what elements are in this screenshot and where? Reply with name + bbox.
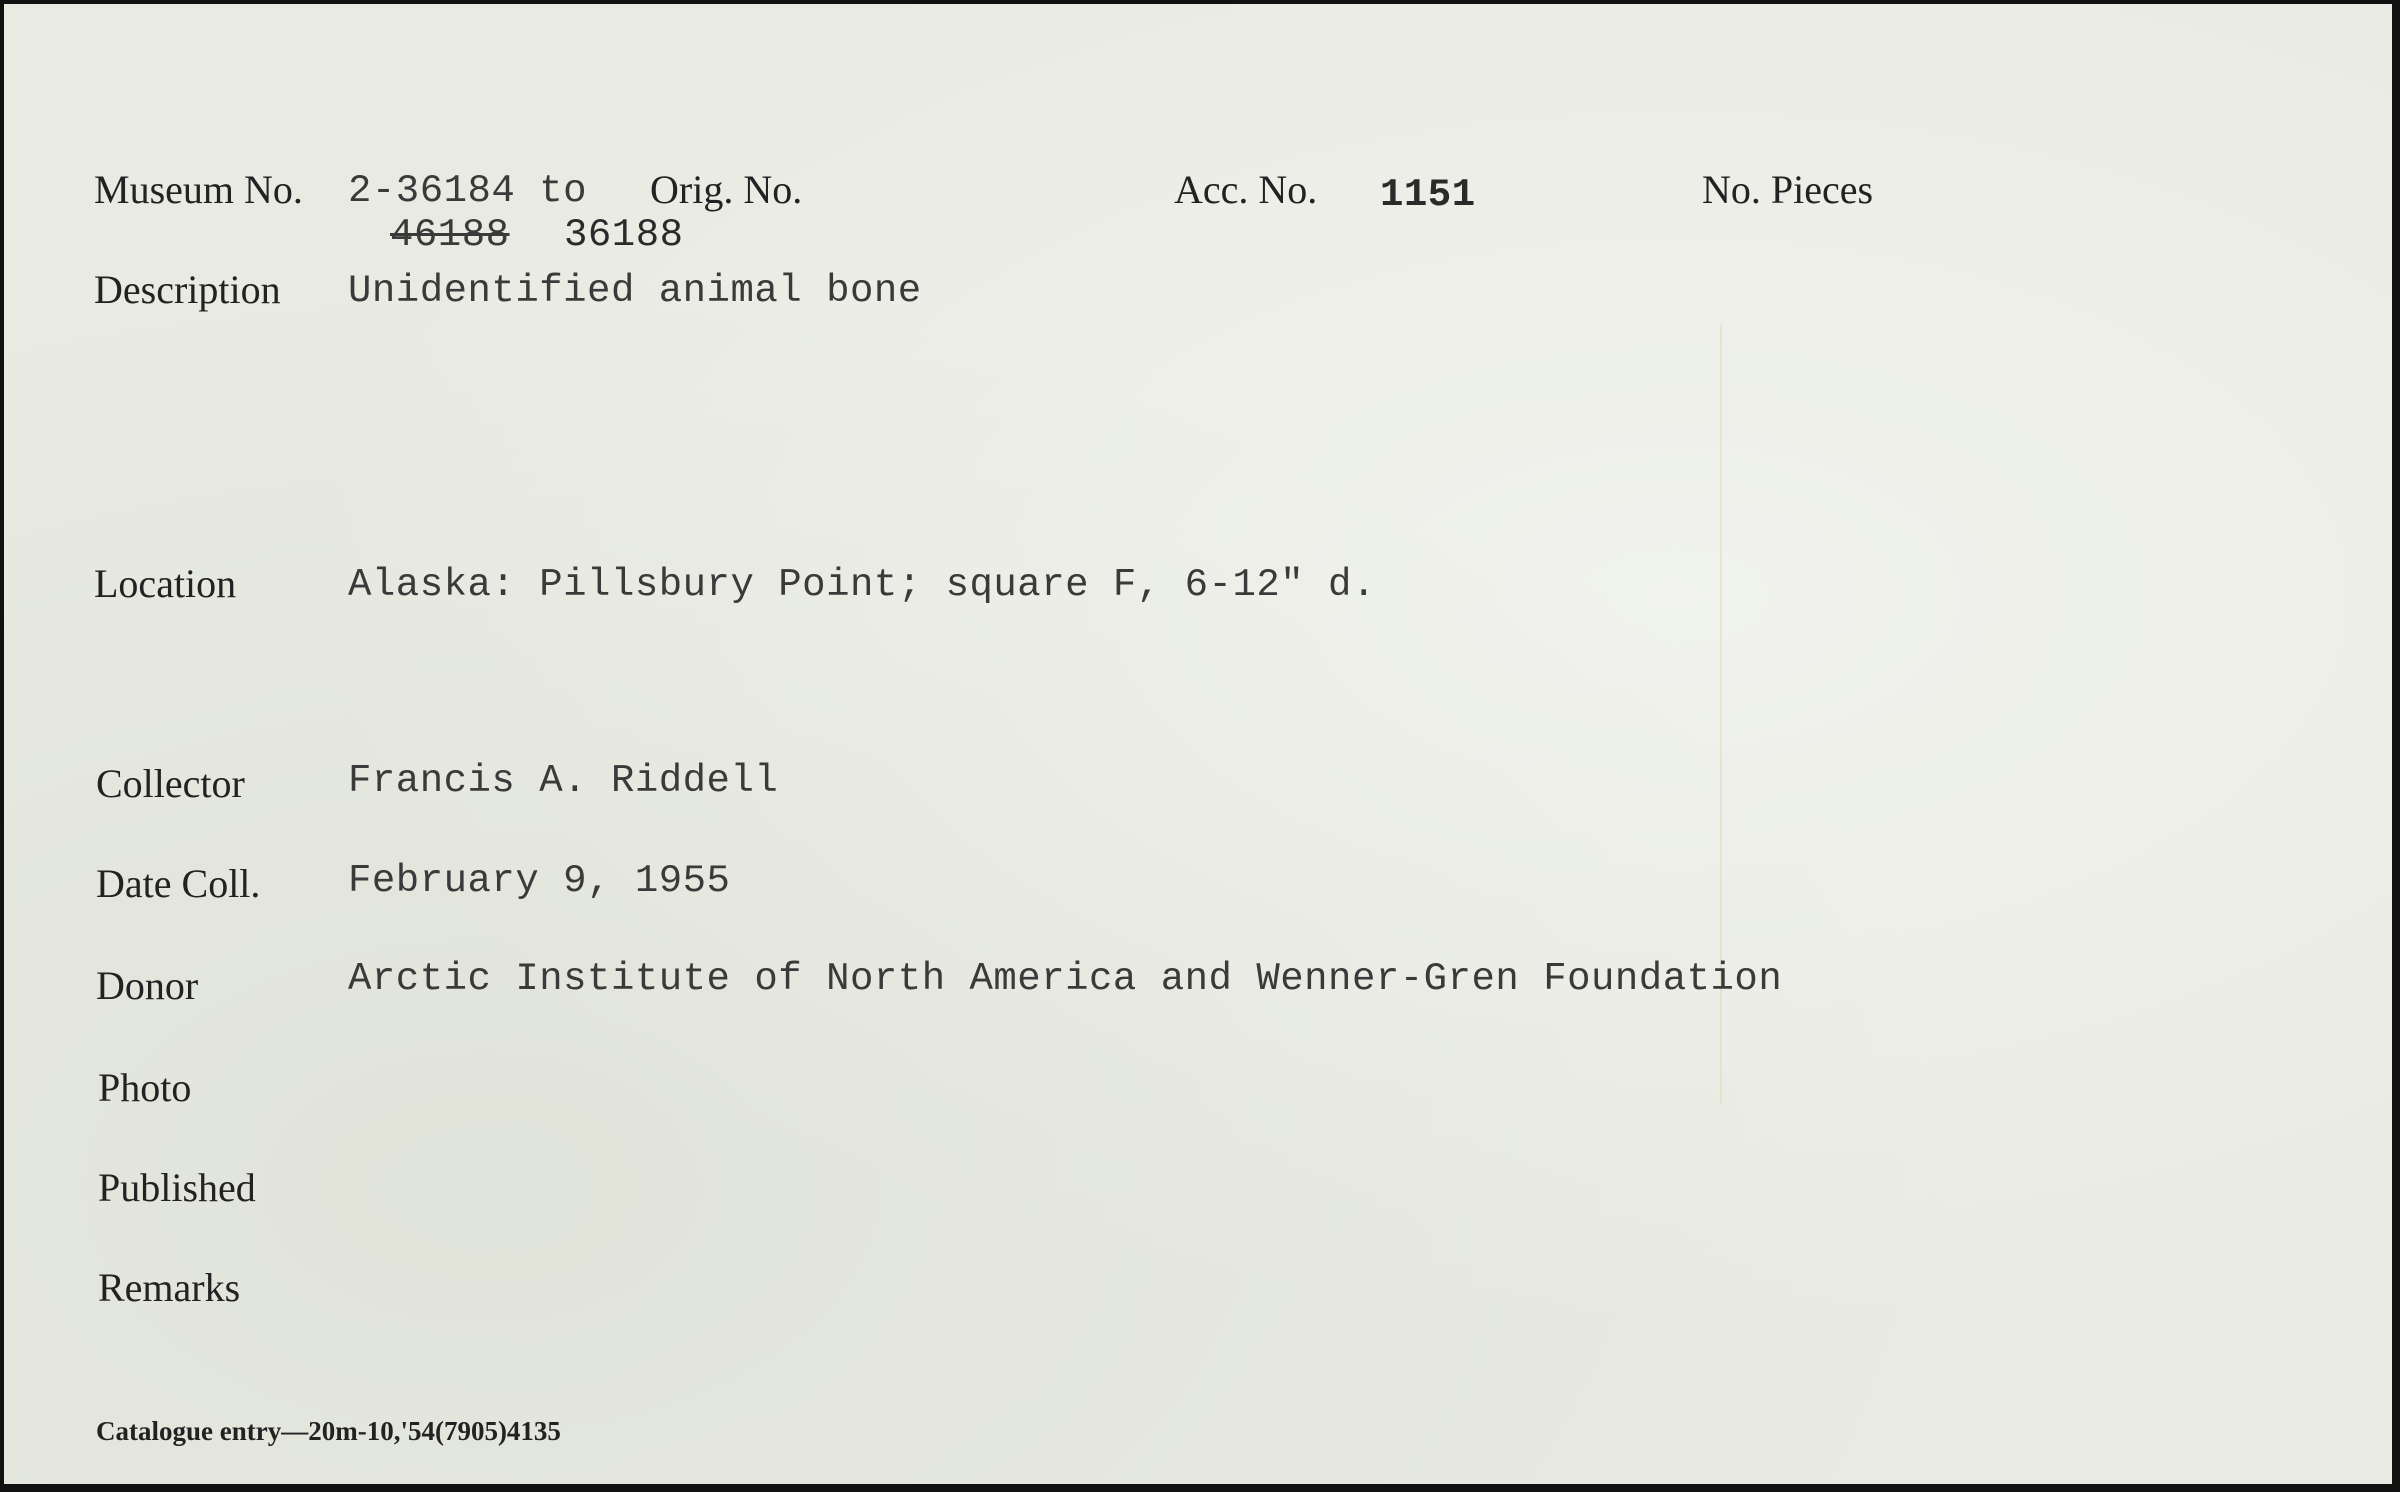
museum-no-label: Museum No. — [94, 167, 303, 212]
date-coll-value: February 9, 1955 — [348, 859, 731, 903]
orig-no-label: Orig. No. — [650, 167, 803, 212]
description-value: Unidentified animal bone — [348, 269, 922, 313]
acc-no-label: Acc. No. — [1174, 167, 1318, 212]
catalogue-card — [4, 4, 2392, 1484]
collector-value: Francis A. Riddell — [348, 759, 779, 803]
description-label: Description — [94, 267, 281, 312]
no-pieces-label: No. Pieces — [1702, 167, 1874, 212]
date-coll-label: Date Coll. — [96, 861, 261, 906]
donor-label: Donor — [96, 963, 199, 1008]
collector-label: Collector — [96, 761, 245, 806]
donor-value: Arctic Institute of North America and Wenner-Gren Foundation — [348, 957, 1783, 1001]
remarks-label: Remarks — [98, 1265, 241, 1310]
photo-label: Photo — [98, 1065, 192, 1110]
museum-no-corrected-value: 36188 — [564, 213, 684, 257]
acc-no-value: 1151 — [1380, 173, 1476, 217]
catalogue-entry-footer: Catalogue entry—20m-10,'54(7905)4135 — [96, 1416, 561, 1446]
published-label: Published — [98, 1165, 256, 1210]
location-label: Location — [94, 561, 237, 606]
location-value: Alaska: Pillsbury Point; square F, 6-12" d. — [348, 563, 1376, 607]
museum-no-struck-value: 46188 — [390, 213, 510, 257]
museum-no-value: 2-36184 to — [348, 169, 588, 213]
